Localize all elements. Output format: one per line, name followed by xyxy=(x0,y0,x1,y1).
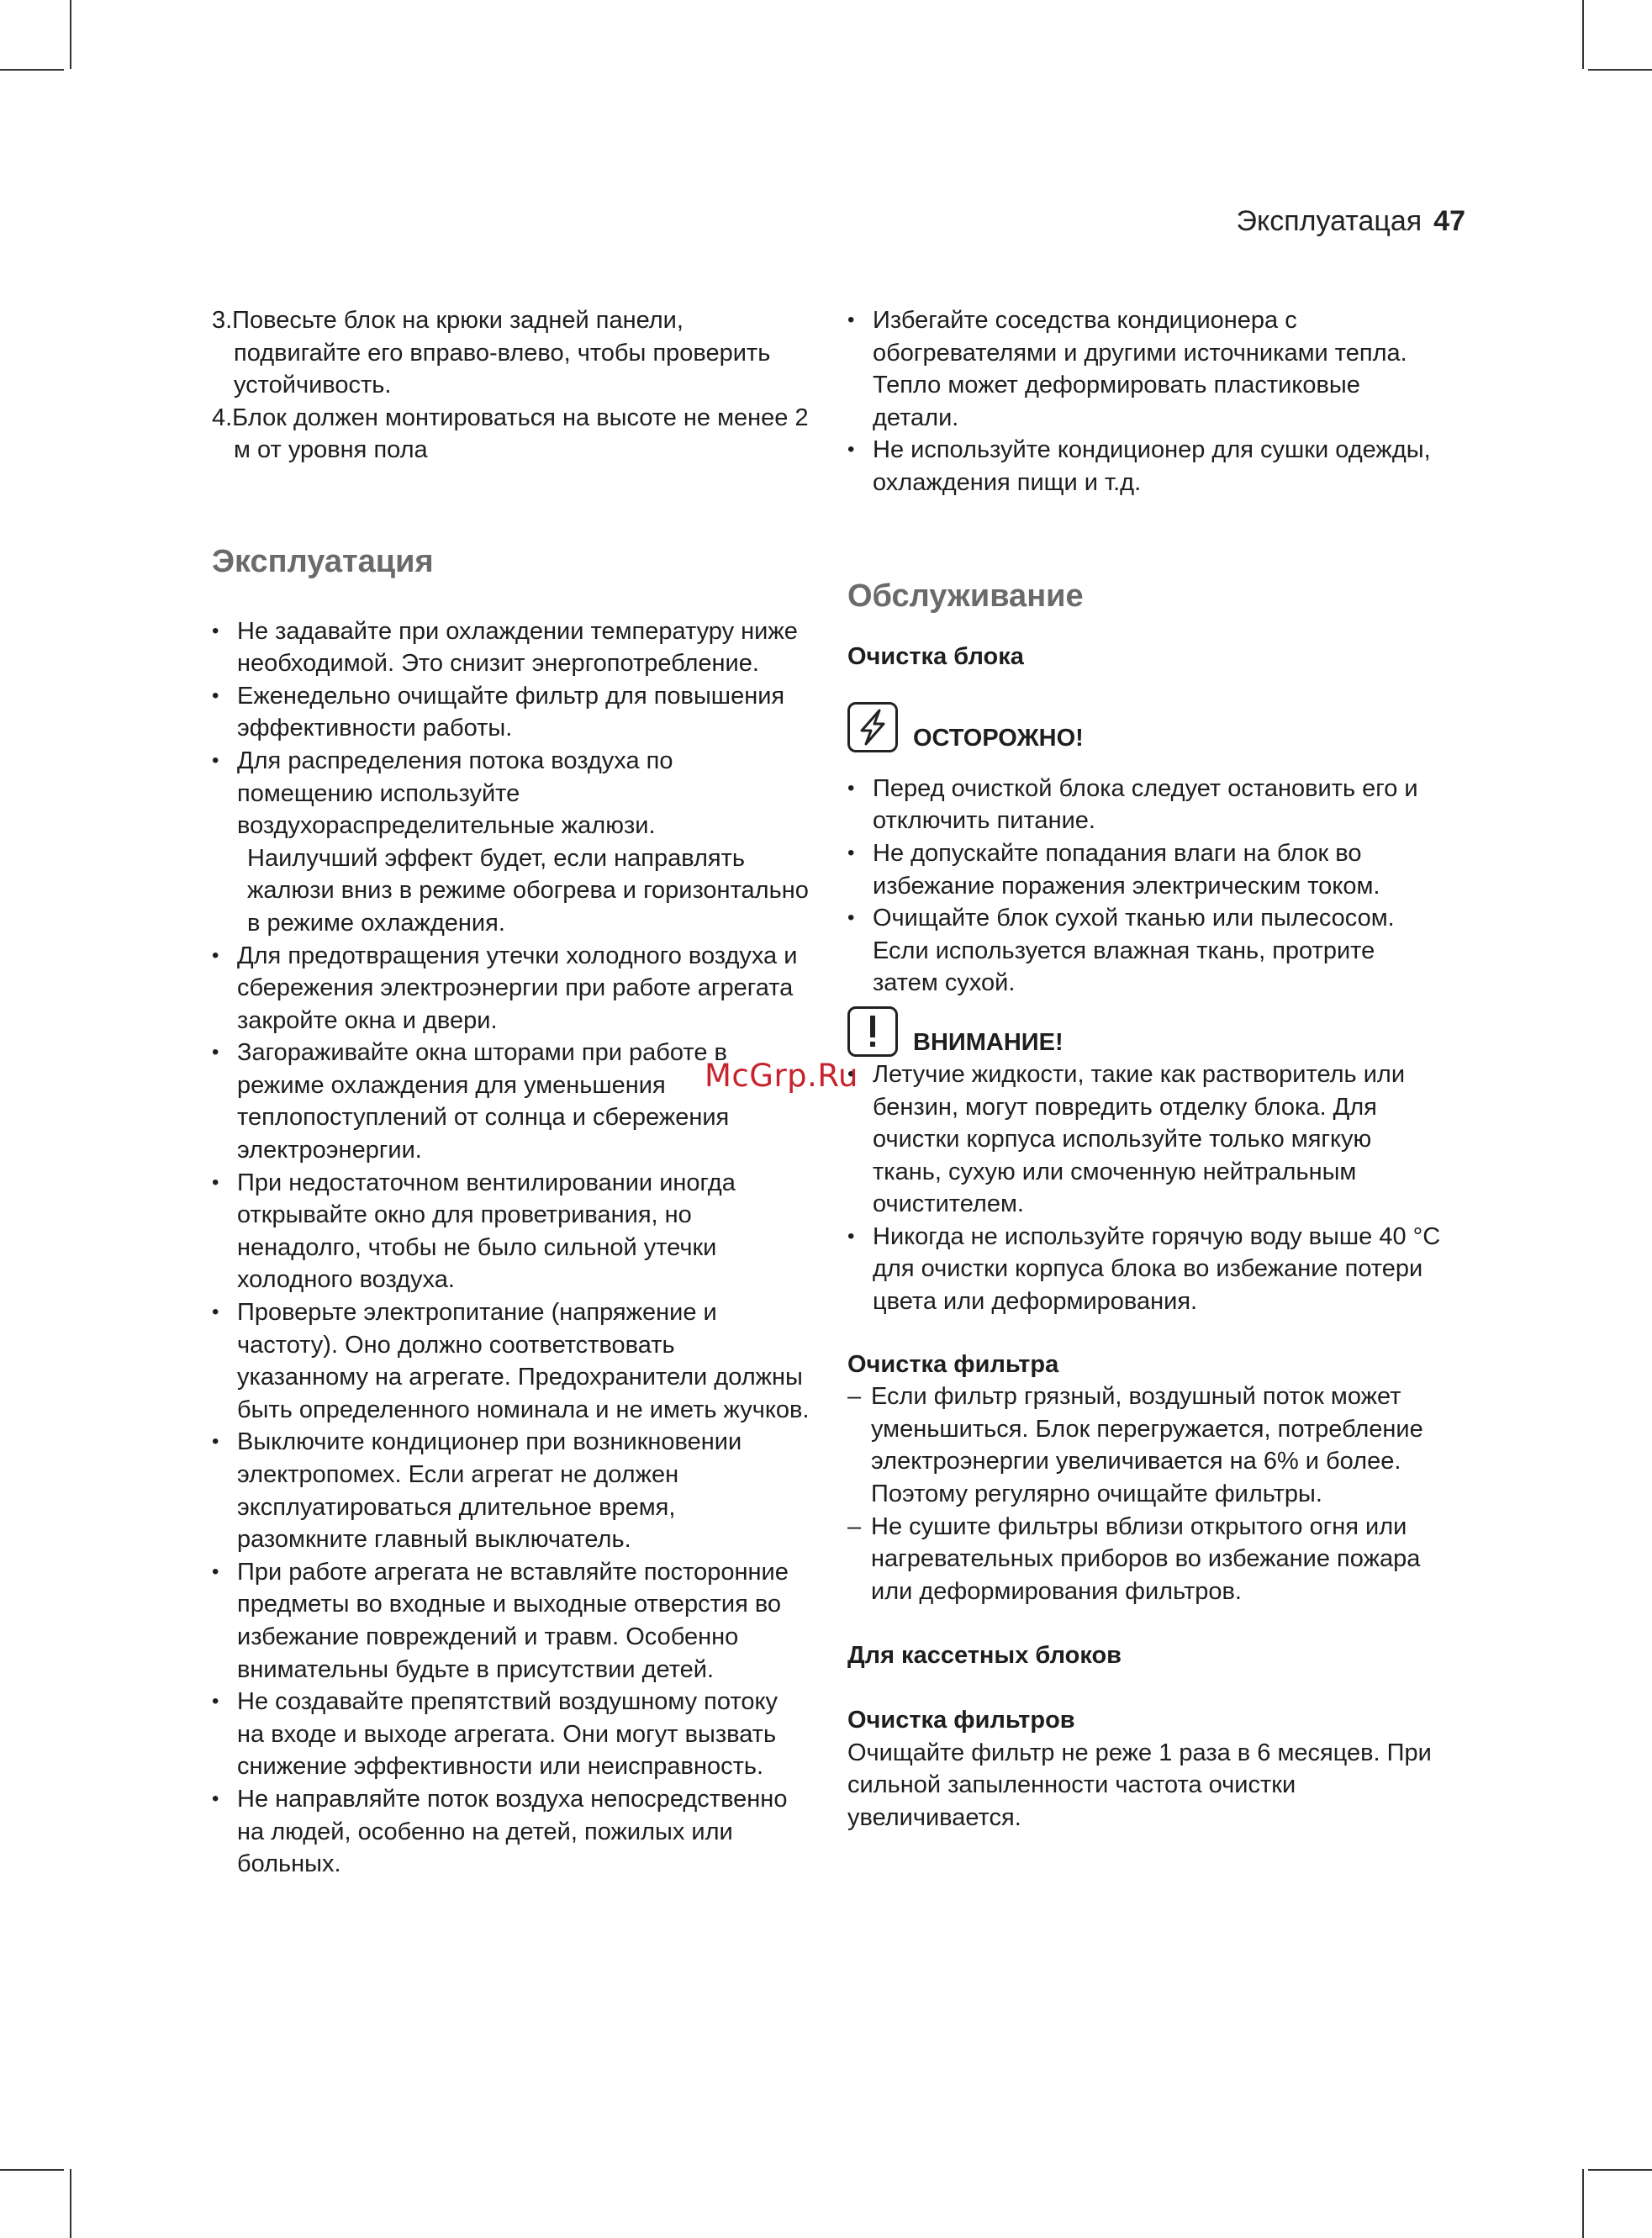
subsection-title-filters-cleaning: Очистка фильтров xyxy=(847,1707,1075,1734)
list-item: • Еженедельно очищайте фильтр для повышения эффективности работы. xyxy=(212,680,810,745)
page-header xyxy=(1237,205,1465,238)
crop-mark xyxy=(1588,69,1652,71)
caution-block xyxy=(847,702,1444,752)
subsection-title-filter-cleaning: Очистка фильтра xyxy=(847,1350,1059,1378)
list-item: • Перед очисткой блока следует остановить его и отключить питание. xyxy=(847,773,1444,837)
list-item-text: Для распределения потока воздуха по помещению используйте воздухораспределительные жалюзи. xyxy=(237,747,673,840)
list-item: • Не используйте кондиционер для сушки одежды, охлаждения пищи и т.д. xyxy=(847,434,1444,499)
caution-list xyxy=(847,773,1444,1000)
list-item: • Для предотвращения утечки холодного воздуха и сбережения электроэнергии при работе агрегата закройте окна и двери. xyxy=(212,940,810,1037)
list-item: • Летучие жидкости, такие как растворитель или бензин, могут повредить отделку блока. Для очистки корпуса используйте только мягкую ткань, сухую или смоченную нейтральным очистителем. xyxy=(847,1058,1444,1221)
placement-list xyxy=(847,304,1444,499)
list-item-note: Наилучший эффект будет, если направлять жалюзи вниз в режиме обогрева и горизонтально в режиме охлаждения. xyxy=(247,844,809,937)
list-item xyxy=(212,745,810,940)
list-item: • Избегайте соседства кондиционера с обогревателями и другими источниками тепла. Тепло может деформировать пластиковые детали. xyxy=(847,304,1444,434)
crop-mark xyxy=(0,69,64,71)
list-item: • Не задавайте при охлаждении температуру ниже необходимой. Это снизит энергопотребление. xyxy=(212,615,810,680)
install-step: 3.Повесьте блок на крюки задней панели, подвигайте его вправо-влево, чтобы проверить устойчивость. xyxy=(212,307,771,399)
list-item: • При работе агрегата не вставляйте посторонние предметы во входные и выходные отверстия во избежание повреждений и травм. Особенно внимательны будьте в присутствии детей. xyxy=(212,1556,810,1686)
filters-text: Очищайте фильтр не реже 1 раза в 6 месяцев. При сильной запыленности частота очистки увеличивается. xyxy=(847,1739,1432,1831)
attention-label: ВНИМАНИЕ! xyxy=(913,1028,1064,1056)
list-item: • При недостаточном вентилировании иногда открывайте окно для проветривания, но ненадолго, чтобы не было сильной утечки холодного воздуха. xyxy=(212,1167,810,1296)
list-item: • Очищайте блок сухой тканью или пылесосом. Если используется влажная ткань, протрите затем сухой. xyxy=(847,902,1444,1000)
list-item: – Если фильтр грязный, воздушный поток может уменьшиться. Блок перегружается, потребление электроэнергии увеличивается на 6% и более. Поэтому регулярно очищайте фильтры. xyxy=(847,1380,1444,1510)
install-step: 4.Блок должен монтироваться на высоте не менее 2 м от уровня пола xyxy=(212,404,809,464)
attention-list xyxy=(847,1058,1444,1318)
crop-mark xyxy=(1582,0,1584,69)
electric-hazard-icon xyxy=(847,702,898,752)
list-item: • Не направляйте поток воздуха непосредственно на людей, особенно на детей, пожилых или больных. xyxy=(212,1783,810,1881)
crop-mark xyxy=(70,0,71,69)
crop-mark xyxy=(0,2169,64,2171)
attention-block xyxy=(847,1006,1444,1057)
crop-mark xyxy=(1582,2169,1584,2238)
subsection-title-unit-cleaning: Очистка блока xyxy=(847,643,1024,671)
list-item: • Проверьте электропитание (напряжение и частоту). Оно должно соответствовать указанному на агрегате. Предохранители должны быть определенного номинала и не иметь жучков. xyxy=(212,1296,810,1426)
header-section: Эксплуатацая xyxy=(1236,205,1422,237)
watermark-text: McGrp.Ru xyxy=(705,1058,858,1094)
list-item: • Не создавайте препятствий воздушному потоку на входе и выходе агрегата. Они могут вызвать снижение эффективности или неисправность. xyxy=(212,1686,810,1783)
list-item: – Не сушите фильтры вблизи открытого огня или нагревательных приборов во избежание пожара или деформирования фильтров. xyxy=(847,1511,1444,1608)
list-item: • Не допускайте попадания влаги на блок во избежание поражения электрическим током. xyxy=(847,837,1444,902)
list-item: • Выключите кондиционер при возникновении электропомех. Если агрегат не должен эксплуатироваться длительное время, разомкните главный выключатель. xyxy=(212,1426,810,1555)
caution-label: ОСТОРОЖНО! xyxy=(913,724,1084,752)
page-number: 47 xyxy=(1433,205,1465,237)
right-column xyxy=(847,304,1444,1834)
install-steps xyxy=(212,304,810,467)
list-item: • Никогда не используйте горячую воду выше 40 °С для очистки корпуса блока во избежание потери цвета или деформирования. xyxy=(847,1221,1444,1318)
list-item: • Загораживайте окна шторами при работе в режиме охлаждения для уменьшения теплопоступлений от солнца и сбережения электроэнергии. xyxy=(212,1037,810,1166)
crop-mark xyxy=(70,2169,71,2238)
operation-list xyxy=(212,615,810,1881)
exclamation-icon xyxy=(847,1006,898,1057)
subsection-title-cassette: Для кассетных блоков xyxy=(847,1642,1122,1670)
section-title-maintenance: Обслуживание xyxy=(847,578,1084,614)
section-title-operation: Эксплуатация xyxy=(212,543,434,579)
crop-mark xyxy=(1588,2169,1652,2171)
filter-list xyxy=(847,1380,1444,1607)
